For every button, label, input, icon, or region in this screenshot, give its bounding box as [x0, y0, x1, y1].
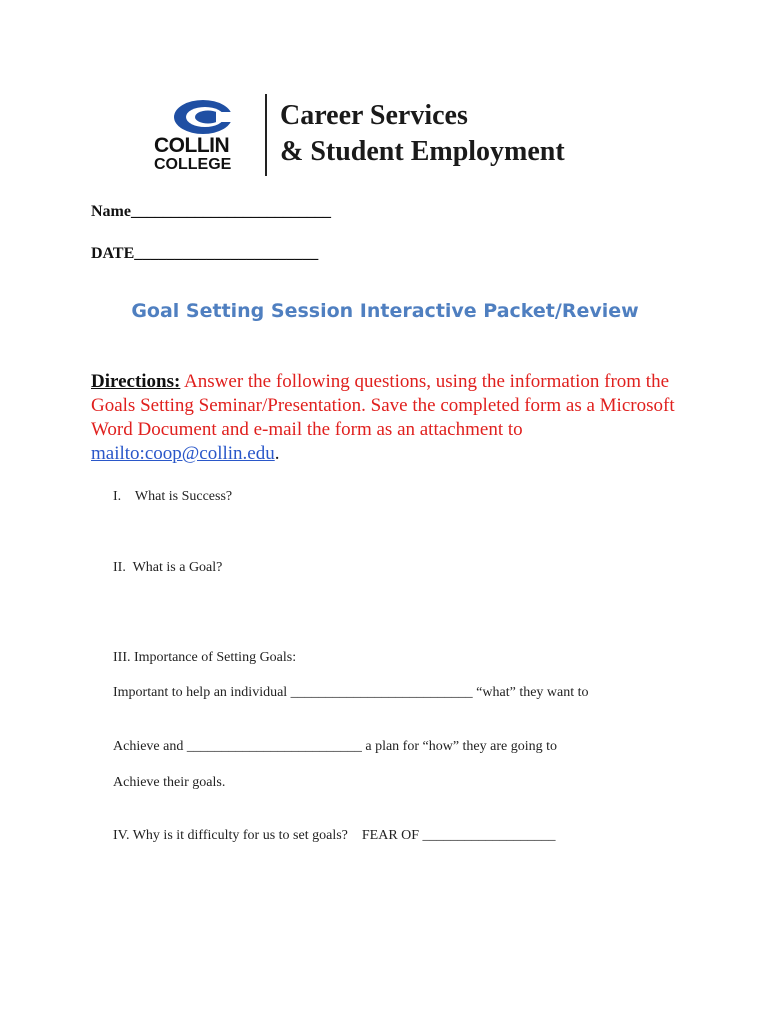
document-title: Goal Setting Session Interactive Packet/Review [131, 300, 639, 322]
logo-divider [265, 94, 267, 176]
question-difficulty: IV. Why is it difficulty for us to set goals? FEAR OF ___________________ [113, 828, 556, 843]
department-title-line2: & Student Employment [280, 136, 565, 167]
department-title-line1: Career Services [280, 100, 468, 131]
logo-collin-text: COLLIN [154, 134, 230, 157]
directions-paragraph [91, 370, 691, 466]
question-goal: II. What is a Goal? [113, 560, 223, 575]
date-field: DATE_______________________ [91, 245, 319, 262]
collin-college-logo-mark [172, 98, 234, 136]
importance-line-3: Achieve their goals. [113, 775, 226, 790]
question-success: I. What is Success? [113, 489, 233, 504]
question-importance: III. Importance of Setting Goals: [113, 650, 297, 665]
logo-college-text: COLLEGE [154, 156, 232, 173]
directions-end: . [274, 443, 280, 464]
name-field: Name_________________________ [91, 203, 331, 220]
importance-line-2: Achieve and _________________________ a plan for “how” they are going to [113, 739, 558, 754]
importance-line-1: Important to help an individual __________________________ “what” they want to [113, 685, 589, 700]
header-logo [152, 92, 622, 182]
email-link[interactable]: mailto:coop@collin.edu [91, 443, 275, 464]
directions-label: Directions: [91, 371, 181, 392]
directions-text: Answer the following questions, using the information from the Goals Setting Seminar/Presentation. Save the completed form as a Microsoft Word Document and e-mail the form as an attachment to [91, 371, 675, 440]
